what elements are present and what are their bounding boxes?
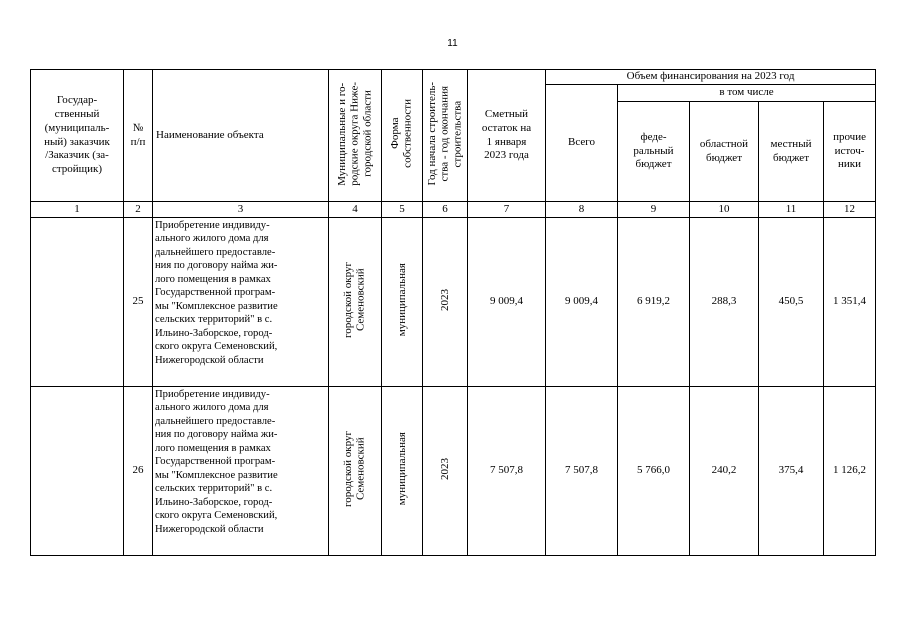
header-regional: областной бюджет bbox=[690, 102, 759, 202]
header-municipality: Муниципальные и го- родские округа Ниже- городской области bbox=[329, 70, 382, 202]
column-number: 6 bbox=[423, 202, 468, 218]
cell-number: 25 bbox=[124, 218, 153, 387]
column-number: 12 bbox=[824, 202, 876, 218]
header-years: Год начала строитель- ства - год окончания строительства bbox=[423, 70, 468, 202]
cell-regional: 240,2 bbox=[690, 387, 759, 556]
header-object-name: Наименование объекта bbox=[153, 70, 329, 202]
column-number: 8 bbox=[546, 202, 618, 218]
cell-other: 1 126,2 bbox=[824, 387, 876, 556]
column-number: 11 bbox=[759, 202, 824, 218]
cell-local: 375,4 bbox=[759, 387, 824, 556]
column-number: 5 bbox=[382, 202, 423, 218]
cell-number: 26 bbox=[124, 387, 153, 556]
cell-other: 1 351,4 bbox=[824, 218, 876, 387]
cell-ownership: муниципальная bbox=[382, 218, 423, 387]
column-number: 7 bbox=[468, 202, 546, 218]
column-number: 1 bbox=[31, 202, 124, 218]
header-including: в том числе bbox=[618, 85, 876, 102]
header-ownership: Форма собственности bbox=[382, 70, 423, 202]
header-funding-group: Объем финансирования на 2023 год bbox=[546, 70, 876, 85]
cell-municipality: городской округ Семеновский bbox=[329, 218, 382, 387]
header-federal: феде- ральный бюджет bbox=[618, 102, 690, 202]
cell-total: 9 009,4 bbox=[546, 218, 618, 387]
cell-customer bbox=[31, 387, 124, 556]
page-number: 11 bbox=[447, 38, 458, 49]
cell-estimate: 7 507,8 bbox=[468, 387, 546, 556]
financing-table bbox=[30, 69, 876, 556]
column-number: 10 bbox=[690, 202, 759, 218]
header-customer: Государ- ственный (муниципаль- ный) заказчик /Заказчик (за- стройщик) bbox=[31, 70, 124, 202]
header-total: Всего bbox=[546, 85, 618, 202]
header-local: местный бюджет bbox=[759, 102, 824, 202]
header-number: № п/п bbox=[124, 70, 153, 202]
column-number: 4 bbox=[329, 202, 382, 218]
table-row bbox=[31, 218, 876, 387]
header-other: прочие источ- ники bbox=[824, 102, 876, 202]
cell-object-name: Приобретение индивиду- ального жилого дома для дальнейшего предоставле- ния по договору найма жи- лого помещения в рамках Государственной програм- мы "Комплексное развитие сельских территорий" в с. Ильино-Заборское, город- ского округа Семеновский, Нижегородской области bbox=[153, 387, 329, 556]
cell-total: 7 507,8 bbox=[546, 387, 618, 556]
cell-federal: 5 766,0 bbox=[618, 387, 690, 556]
column-number: 9 bbox=[618, 202, 690, 218]
header-estimate: Сметный остаток на 1 января 2023 года bbox=[468, 70, 546, 202]
table-row bbox=[31, 387, 876, 556]
cell-federal: 6 919,2 bbox=[618, 218, 690, 387]
cell-estimate: 9 009,4 bbox=[468, 218, 546, 387]
cell-ownership: муниципальная bbox=[382, 387, 423, 556]
cell-object-name: Приобретение индивиду- ального жилого дома для дальнейшего предоставле- ния по договору найма жи- лого помещения в рамках Государственной програм- мы "Комплексное развитие сельских территорий" в с. Ильино-Заборское, город- ского округа Семеновский, Нижегородской области bbox=[153, 218, 329, 387]
column-number: 2 bbox=[124, 202, 153, 218]
cell-years: 2023 bbox=[423, 218, 468, 387]
cell-years: 2023 bbox=[423, 387, 468, 556]
cell-municipality: городской округ Семеновский bbox=[329, 387, 382, 556]
cell-local: 450,5 bbox=[759, 218, 824, 387]
cell-regional: 288,3 bbox=[690, 218, 759, 387]
column-number: 3 bbox=[153, 202, 329, 218]
cell-customer bbox=[31, 218, 124, 387]
